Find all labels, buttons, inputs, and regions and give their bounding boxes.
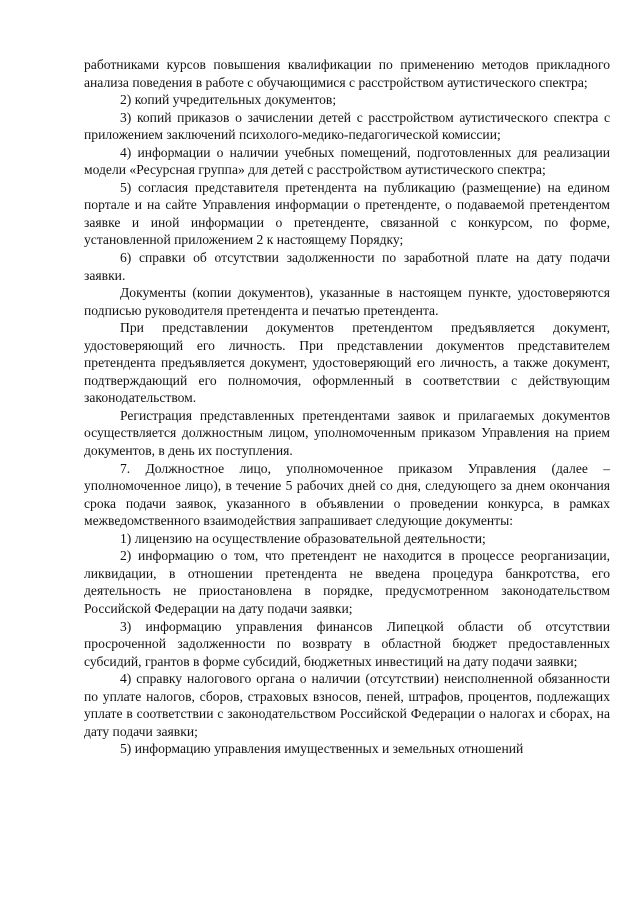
- paragraph-13: 3) информацию управления финансов Липецкой области об отсутствии просроченной задолженности по возврату в областной бюджет предоставленных субсидий, грантов в форме субсидий, бюджетных инвестиций на дату подачи заявки;: [84, 618, 610, 669]
- paragraph-4: 4) информации о наличии учебных помещений, подготовленных для реализации модели «Ресурсная группа» для детей с расстройством аутистического спектра;: [84, 144, 610, 178]
- paragraph-9: Регистрация представленных претендентами заявок и прилагаемых документов осуществляется должностным лицом, уполномоченным приказом Управления на прием документов, в день их поступления.: [84, 407, 610, 459]
- paragraph-3: 3) копий приказов о зачислении детей с расстройством аутистического спектра с приложением заключений психолого-медико-педагогической комиссии;: [84, 109, 610, 143]
- paragraph-12: 2) информацию о том, что претендент не находится в процессе реорганизации, ликвидации, в отношении претендента не введена процедура банкротства, его деятельность не приостановлена в порядке, предусмотренном законодательством Российской Федерации на дату подачи заявки;: [84, 548, 610, 616]
- paragraph-5: 5) согласия представителя претендента на публикацию (размещение) на едином портале и на сайте Управления информации о претенденте, о подаваемой претендентом заявке и иной информации о претенденте, связанной с конкурсом, по форме, установленной приложением 2 к настоящему Порядку;: [84, 179, 610, 248]
- paragraph-11: 1) лицензию на осуществление образовательной деятельности;: [120, 530, 486, 546]
- paragraph-8: При представлении документов претендентом предъявляется документ, удостоверяющий его личность. При представлении документов представителем претендента предъявляется документ, удостоверяющий его личность, а также документ, подтверждающий его полномочия, оформленный в соответствии с действующим законодательством.: [84, 320, 610, 406]
- paragraph-14: 4) справку налогового органа о наличии (отсутствии) неисполненной обязанности по уплате налогов, сборов, страховых взносов, пеней, штрафов, процентов, подлежащих уплате в соответствии с законодательством Российской Федерации о налогах и сборах, на дату подачи заявки;: [84, 671, 610, 739]
- document-page: [84, 56, 610, 758]
- paragraph-6: 6) справки об отсутствии задолженности по заработной плате на дату подачи заявки.: [84, 250, 610, 283]
- paragraph-2: 2) копий учредительных документов;: [120, 92, 337, 108]
- paragraph-7: Документы (копии документов), указанные в настоящем пункте, удостоверяются подписью руководителя претендента и печатью претендента.: [84, 285, 610, 318]
- paragraph-15: 5) информацию управления имущественных и земельных отношений: [120, 741, 524, 757]
- paragraph-1: работниками курсов повышения квалификации по применению методов прикладного анализа поведения в работе с обучающимися с расстройством аутистического спектра;: [84, 57, 610, 90]
- paragraph-10: 7. Должностное лицо, уполномоченное приказом Управления (далее – уполномоченное лицо), в течение 5 рабочих дней со дня, следующего за днем окончания срока подачи заявок, указанного в объявлении о проведении конкурса, в рамках межведомственного взаимодействия запрашивает следующие документы:: [84, 460, 610, 529]
